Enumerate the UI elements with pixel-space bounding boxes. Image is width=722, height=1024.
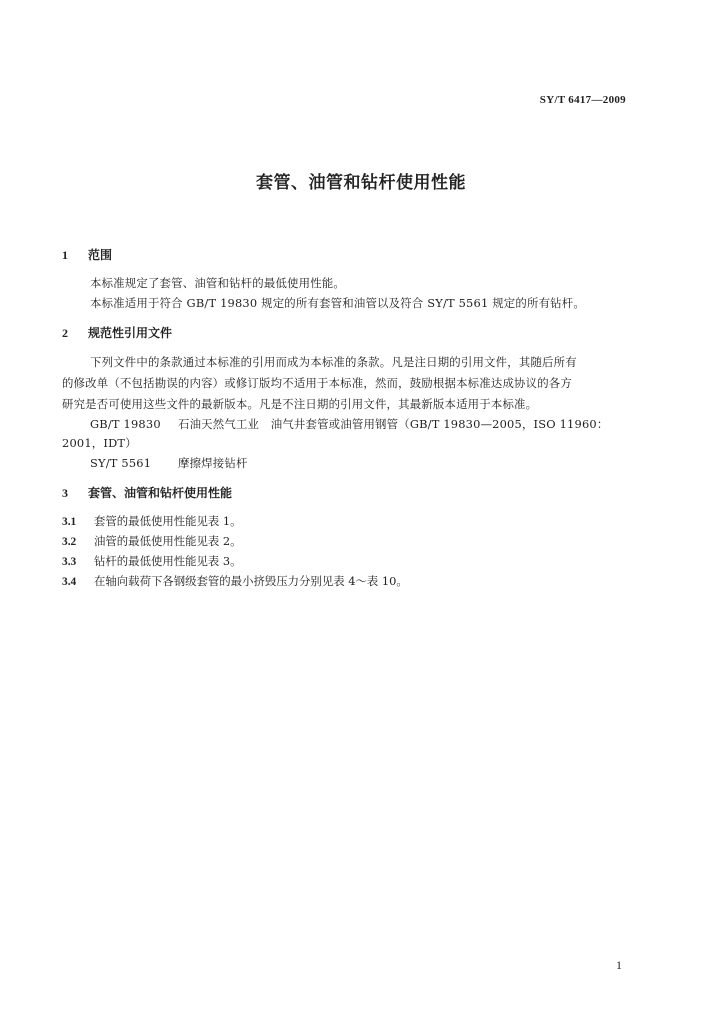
reference-gbt-19830	[90, 416, 608, 432]
section-1-title: 范围	[88, 248, 113, 262]
section-2-line-2: 的修改单（不包括勘误的内容）或修订版均不适用于本标准，然而，鼓励根据本标准达成协议的各方	[62, 376, 572, 390]
section-1-line-1: 本标准规定了套管、油管和钻杆的最低使用性能。	[90, 276, 345, 290]
section-2-line-1: 下列文件中的条款通过本标准的引用而成为本标准的条款。凡是注日期的引用文件，其随后所有	[90, 355, 577, 369]
subsection-number: 3.3	[62, 556, 77, 568]
section-2-heading	[62, 324, 172, 341]
section-3-heading	[62, 484, 232, 501]
document-title: 套管、油管和钻杆使用性能	[256, 173, 466, 193]
subsection-text: 油管的最低使用性能见表 2。	[94, 534, 242, 548]
reference-syt-5561	[90, 455, 248, 471]
subsection-3-3	[62, 553, 242, 569]
reference-continuation: 2001，IDT）	[62, 436, 137, 450]
section-1-heading	[62, 246, 112, 263]
subsection-text: 套管的最低使用性能见表 1。	[94, 514, 242, 528]
section-1-number: 1	[62, 248, 68, 262]
section-2-number: 2	[62, 326, 68, 340]
subsection-3-1	[62, 513, 242, 529]
section-3-number: 3	[62, 486, 68, 500]
section-2-title: 规范性引用文件	[88, 326, 173, 340]
subsection-3-4	[62, 573, 408, 589]
subsection-number: 3.2	[62, 536, 77, 548]
subsection-text: 钻杆的最低使用性能见表 3。	[94, 554, 242, 568]
standard-code: SY/T 6417—2009	[539, 94, 626, 106]
subsection-text: 在轴向载荷下各钢级套管的最小挤毁压力分别见表 4～表 10。	[94, 574, 408, 588]
reference-code: GB/T 19830	[90, 417, 161, 431]
reference-code: SY/T 5561	[90, 456, 152, 470]
reference-text: 摩擦焊接钻杆	[178, 456, 248, 470]
page-number: 1	[616, 958, 622, 972]
subsection-number: 3.4	[62, 576, 77, 588]
subsection-3-2	[62, 533, 242, 549]
section-1-line-2: 本标准适用于符合 GB/T 19830 规定的所有套管和油管以及符合 SY/T 5561 规定的所有钻杆。	[90, 296, 585, 310]
section-2-line-3: 研究是否可使用这些文件的最新版本。凡是不注日期的引用文件，其最新版本适用于本标准。	[62, 397, 538, 411]
reference-text: 石油天然气工业 油气井套管或油管用钢管（GB/T 19830—2005，ISO 11960：	[178, 417, 609, 431]
section-3-title: 套管、油管和钻杆使用性能	[88, 486, 233, 500]
subsection-number: 3.1	[62, 516, 77, 528]
